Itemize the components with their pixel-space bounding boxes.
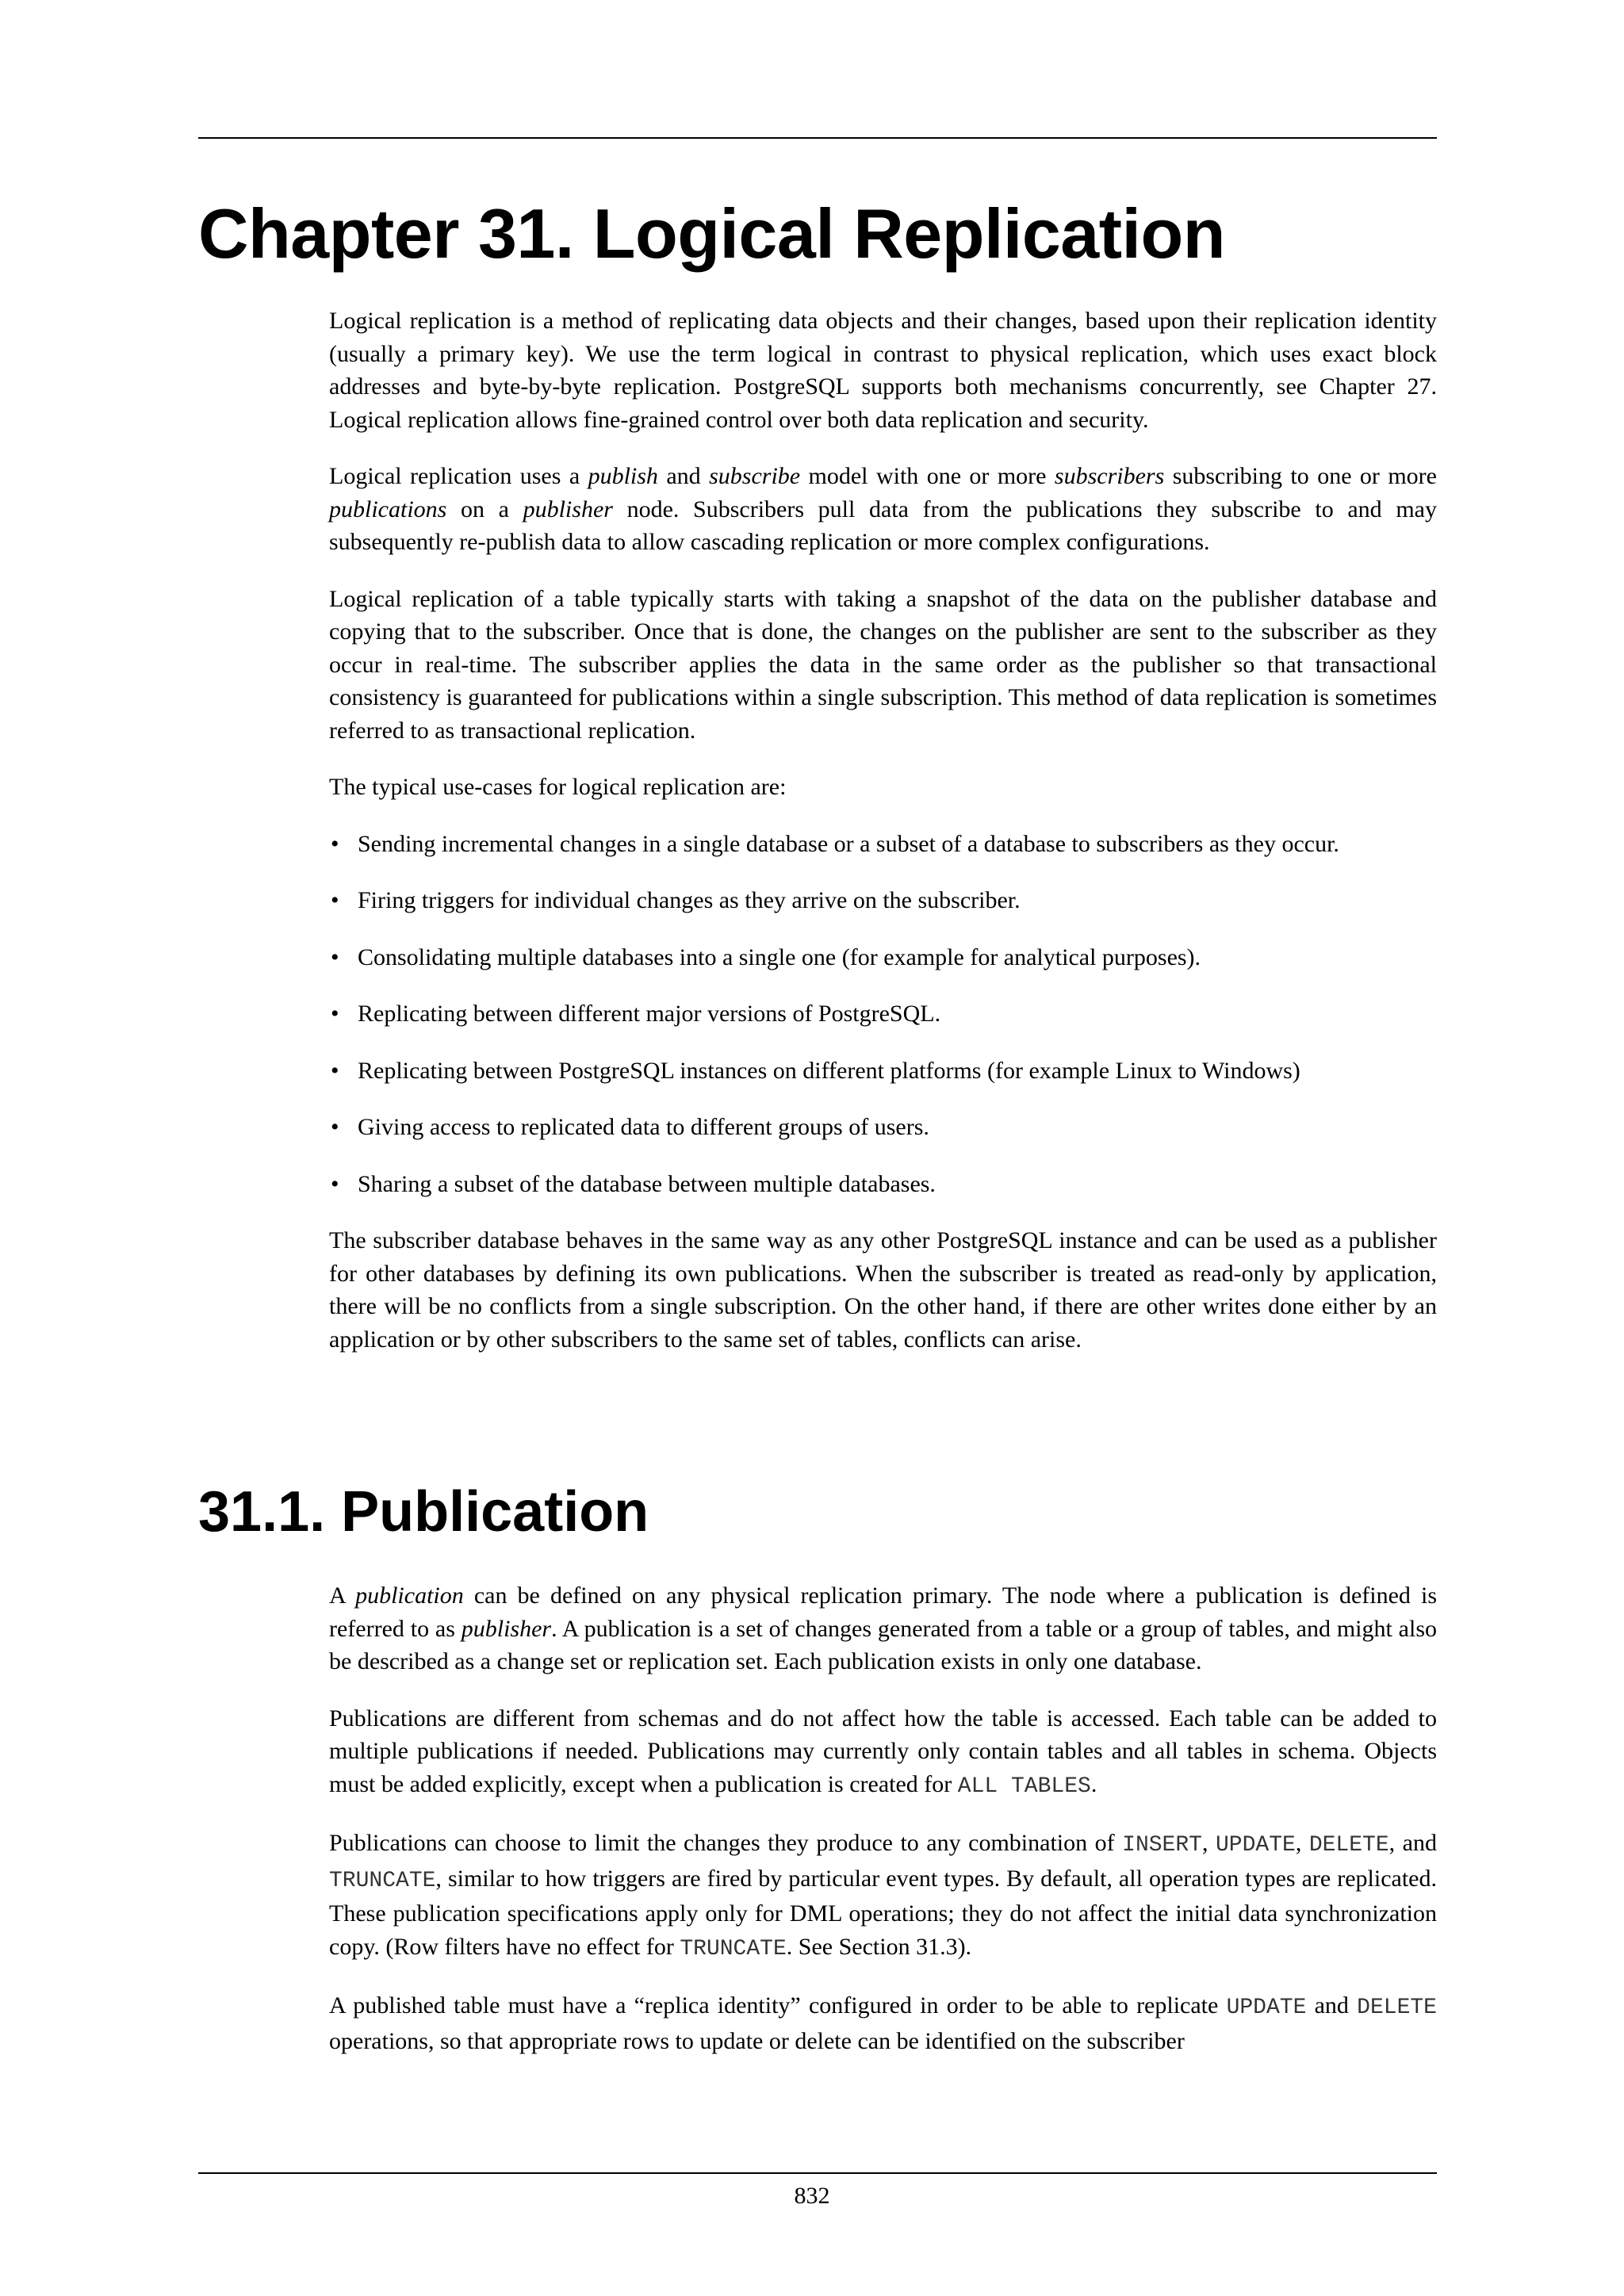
term-publisher: publisher	[461, 1615, 552, 1642]
code-insert: INSERT	[1122, 1833, 1202, 1858]
use-case-list	[329, 828, 1437, 1201]
list-item: • Sharing a subset of the database between multiple databases.	[329, 1168, 1437, 1201]
code-truncate: TRUNCATE	[329, 1868, 436, 1893]
intro-paragraph-4: The typical use-cases for logical replication are:	[329, 774, 787, 800]
section-paragraph-1: A publication can be defined on any physical replication primary. The node where a publication is defined is referred to as publisher. A publication is a set of changes generated from a table or a group of tables, and might also be described as a change set or replication set. Each publication exists in only one database.	[329, 1582, 1438, 1674]
term-publish: publish	[588, 463, 658, 489]
intro-paragraph-3: Logical replication of a table typically starts with taking a snapshot of the data on the publisher database and copying that to the subscriber. Once that is done, the changes on the publisher are sent to the subscriber as they occur in real-time. The subscriber applies the data in the same order as the publisher so that transactional consistency is guaranteed for publications within a single subscription. This method of data replication is sometimes referred to as transactional replication.	[329, 585, 1437, 744]
term-publication: publication	[355, 1582, 464, 1609]
code-delete: DELETE	[1357, 1996, 1437, 2020]
page-number: 832	[794, 2183, 830, 2209]
section-paragraph-3: Publications can choose to limit the changes they produce to any combination of INSERT, UPDATE, DELETE, and TRUNCATE, similar to how triggers are fired by particular event types. By default, all operation types are replicated. These publication specifications apply only for DML operations; they do not affect the initial data synchronization copy. (Row filters have no effect for TRUNCATE. See Section 31.3).	[329, 1830, 1437, 1961]
term-subscribers: subscribers	[1054, 463, 1165, 489]
list-item: • Sending incremental changes in a single database or a subset of a database to subscribers as they occur.	[329, 828, 1437, 861]
code-update: UPDATE	[1226, 1996, 1307, 2020]
list-item: • Replicating between PostgreSQL instances on different platforms (for example Linux to Windows)	[329, 1054, 1437, 1088]
intro-paragraph-1: Logical replication is a method of replicating data objects and their changes, based upon their replication identity (usually a primary key). We use the term logical in contrast to physical replication, which uses exact block addresses and byte-by-byte replication. PostgreSQL supports both mechanisms concurrently, see Chapter 27. Logical replication allows fine-grained control over both data replication and security.	[329, 308, 1437, 433]
footer-rule	[198, 2172, 1437, 2174]
chapter-title: Chapter 31. Logical Replication	[198, 194, 1226, 273]
list-item: • Replicating between different major versions of PostgreSQL.	[329, 997, 1437, 1031]
code-all-tables: ALL TABLES	[957, 1774, 1091, 1799]
intro-body	[329, 304, 1437, 1380]
section-title: 31.1. Publication	[198, 1480, 649, 1544]
code-delete: DELETE	[1308, 1833, 1389, 1858]
header-rule	[198, 137, 1437, 139]
list-item: • Consolidating multiple databases into a single one (for example for analytical purposes).	[329, 941, 1437, 974]
intro-paragraph-2: Logical replication uses a publish and subscribe model with one or more subscribers subscribing to one or more publications on a publisher node. Subscribers pull data from the publications they subscribe to and may subsequently re-publish data to allow cascading replication or more complex configurations.	[329, 463, 1437, 555]
list-item: • Giving access to replicated data to different groups of users.	[329, 1111, 1437, 1144]
code-truncate: TRUNCATE	[680, 1936, 787, 1961]
section-paragraph-4: A published table must have a “replica identity” configured in order to be able to replicate UPDATE and DELETE operations, so that appropriate rows to update or delete can be identified on the subscriber	[329, 1992, 1437, 2054]
term-publisher: publisher	[523, 496, 613, 522]
term-publications: publications	[329, 496, 447, 522]
list-item: • Firing triggers for individual changes as they arrive on the subscriber.	[329, 884, 1437, 917]
intro-paragraph-5: The subscriber database behaves in the same way as any other PostgreSQL instance and can be used as a publisher for other databases by defining its own publications. When the subscriber is treated as read-only by application, there will be no conflicts from a single subscription. On the other hand, if there are other writes done either by an application or by other subscribers to the same set of tables, conflicts can arise.	[329, 1227, 1437, 1353]
section-paragraph-2: Publications are different from schemas and do not affect how the table is accessed. Each table can be added to multiple publications if needed. Publications may currently only contain tables and all tables in schema. Objects must be added explicitly, except when a publication is created for ALL TABLES.	[329, 1705, 1437, 1799]
section-body	[329, 1579, 1437, 2081]
term-subscribe: subscribe	[709, 463, 801, 489]
code-update: UPDATE	[1215, 1833, 1296, 1858]
